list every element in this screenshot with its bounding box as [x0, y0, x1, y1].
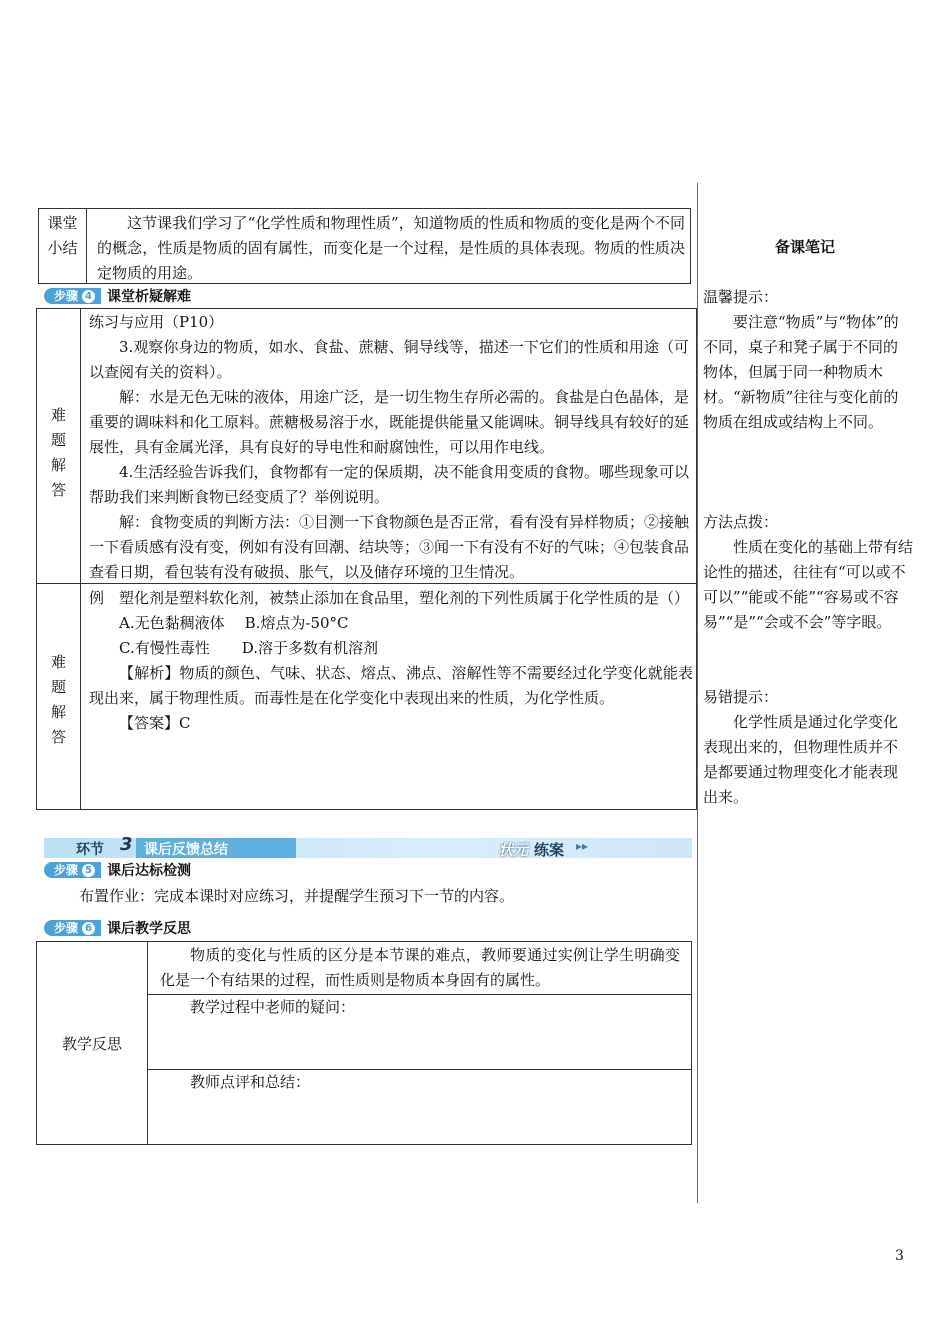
qa1-heading: 练习与应用（P10） [89, 313, 224, 331]
step5-header [44, 861, 191, 879]
qa1-label [37, 403, 80, 503]
step4-header [44, 287, 191, 305]
step4-number: 4 [82, 290, 95, 303]
qa2-label-char: 题 [50, 678, 66, 696]
step5-title: 课后达标检测 [107, 863, 192, 879]
page-number: 3 [895, 1248, 904, 1264]
qa1-label-char: 题 [50, 431, 66, 449]
step5-pill [44, 862, 101, 878]
sidebar-tip1-title: 温馨提示： [703, 288, 779, 306]
qa2-label-cell [37, 584, 81, 809]
qa2-label-char: 难 [50, 653, 66, 671]
qa2-analysis: 【解析】物质的颜色、气味、状态、熔点、沸点、溶解性等不需要经过化学变化就能表现出来，属于物理性质。而毒性是在化学变化中表现出来的性质，为化学性质。 [89, 664, 693, 707]
qa1-label-char: 解 [50, 456, 66, 474]
qa2-example: 例 塑化剂是塑料软化剂，被禁止添加在食品里，塑化剂的下列性质属于化学性质的是（） [89, 589, 690, 607]
summary-label [39, 209, 87, 283]
sidebar-tip2-title: 方法点拨： [703, 513, 779, 531]
step6-pill-label: 步骤 [54, 921, 79, 935]
qa2-option-a: A.无色黏稠液体 [119, 614, 225, 632]
qa1-label-cell [37, 309, 81, 583]
step5-number: 5 [82, 864, 95, 877]
qa2-options-row2 [89, 636, 693, 661]
qa2-label-char: 解 [50, 703, 66, 721]
qa1-a3: 解：水是无色无味的液体，用途广泛，是一切生物生存所必需的。食盐是白色晶体，是重要的调味料和化工原料。蔗糖极易溶于水，既能提供能量又能调味。铜导线具有较好的延展性，具有金属光泽，具有良好的导电性和耐腐蚀性，可以用作电线。 [89, 388, 690, 456]
step6-pill [44, 920, 101, 936]
sidebar-tip3-text: 化学性质是通过化学变化表现出来的，但物理性质并不是都要通过物理变化才能表现出来。 [703, 713, 899, 806]
qa1-content [89, 310, 689, 585]
sidebar-tip2-text: 性质在变化的基础上带有结论性的描述，往往有“可以或不可以”“能或不能”“容易或不容易”“是”“会或不会”等字眼。 [703, 538, 914, 631]
summary-label-line2: 小结 [47, 239, 78, 257]
double-arrow-icon: ▸▸ [576, 839, 589, 853]
section3-right-a: 状元 [498, 841, 529, 859]
qa2-answer: 【答案】C [119, 714, 191, 732]
qa1-q4: 4.生活经验告诉我们，食物都有一定的保质期，决不能食用变质的食物。哪些现象可以帮助我们来判断食物已经变质了？举例说明。 [89, 463, 689, 506]
summary-label-line1: 课堂 [47, 214, 78, 232]
qa1-a4: 解：食物变质的判断方法：①目测一下食物颜色是否正常，看有没有异样物质；②接触一下看质感有没有变，例如有没有回潮、结块等；③闻一下有没有不好的气味；④包装食品查看日期，看包装有没有破损、胀气，以及储存环境的卫生情况。 [89, 513, 690, 581]
qa1-q3: 3.观察你身边的物质，如水、食盐、蔗糖、铜导线等，描述一下它们的性质和用途（可以查阅有关的资料）。 [89, 338, 689, 381]
qa1-label-char: 答 [50, 481, 66, 499]
qa1-label-char: 难 [50, 406, 66, 424]
sidebar-title: 备课笔记 [774, 238, 835, 256]
qa2-label-char: 答 [50, 728, 66, 746]
section3-right-b: 练案 [534, 841, 565, 859]
step5-text: 布置作业：完成本课时对应练习，并提醒学生预习下一节的内容。 [79, 887, 515, 905]
step6-header [44, 919, 191, 937]
qa2-content [89, 586, 693, 736]
column-divider [697, 183, 698, 1203]
sidebar-tip1-text: 要注意“物质”与“物体”的不同，桌子和凳子属于不同的物体，但属于同一种物质木材。“新物质”往往与变化前的物质在组成或结构上不同。 [703, 313, 899, 431]
step4-title: 课堂析疑解难 [107, 289, 192, 305]
step5-pill-label: 步骤 [54, 863, 79, 877]
summary-table [38, 208, 691, 284]
reflection-table [36, 941, 692, 1145]
step6-number: 6 [82, 922, 95, 935]
section3-number: 3 [120, 834, 133, 855]
summary-text: 这节课我们学习了“化学性质和物理性质”，知道物质的性质和物质的变化是两个不同的概念，性质是物质的固有属性，而变化是一个过程，是性质的具体表现。物质的性质决定物质的用途。 [97, 214, 685, 282]
reflection-label: 教学反思 [61, 1035, 122, 1053]
qa2-option-c: C.有慢性毒性 [119, 639, 210, 657]
reflection-row2-text: 教学过程中老师的疑问： [190, 998, 356, 1016]
reflection-row2 [148, 995, 691, 1070]
qa2-option-b: B.熔点为-50°C [244, 614, 349, 632]
qa2-table [36, 583, 697, 810]
step4-pill-label: 步骤 [54, 289, 79, 303]
section3-prefix: 环节 [76, 842, 104, 858]
qa2-options-row1 [89, 611, 693, 636]
reflection-label-cell [37, 942, 148, 1144]
section3-banner [44, 834, 692, 859]
reflection-row1-text: 物质的变化与性质的区分是本节课的难点，教师要通过实例让学生明确变化是一个有结果的过程，而性质则是物质本身固有的属性。 [160, 946, 680, 989]
qa2-label [37, 650, 80, 750]
qa2-option-d: D.溶于多数有机溶剂 [241, 639, 378, 657]
step6-title: 课后教学反思 [107, 921, 192, 937]
sidebar-tip3-title: 易错提示： [703, 688, 779, 706]
reflection-row3 [148, 1070, 691, 1144]
section3-title: 课后反馈总结 [144, 842, 228, 858]
qa1-table [36, 308, 697, 584]
reflection-row1 [148, 942, 691, 995]
step4-pill [44, 288, 101, 304]
reflection-row3-text: 教师点评和总结： [190, 1073, 311, 1091]
